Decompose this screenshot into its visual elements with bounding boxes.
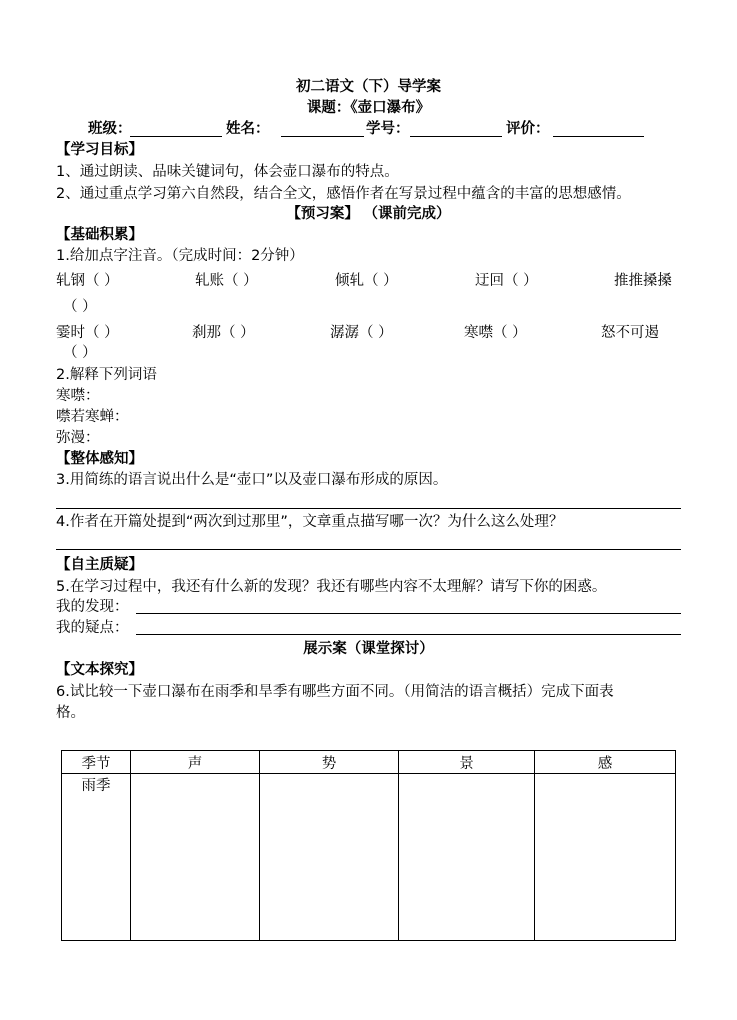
pinyin-item: 推推搡搡 bbox=[614, 273, 672, 289]
discovery-field[interactable] bbox=[136, 613, 681, 614]
question-5: 5.在学习过程中，我还有什么新的发现？我还有哪些内容不太理解？请写下你的困惑。 bbox=[56, 579, 607, 595]
overall-heading: 【整体感知】 bbox=[56, 451, 143, 467]
comparison-table bbox=[61, 750, 676, 941]
table-cell[interactable] bbox=[399, 774, 535, 941]
pinyin-item-cont: （ ） bbox=[63, 299, 97, 315]
class-field[interactable] bbox=[130, 136, 222, 137]
table-row bbox=[62, 774, 676, 941]
objective-item: 2、通过重点学习第六自然段，结合全文，感悟作者在写景过程中蕴含的丰富的思想感情。 bbox=[56, 186, 631, 202]
display-heading: 展示案（课堂探讨） bbox=[303, 641, 434, 657]
pinyin-item: 轧钢（ ） bbox=[56, 273, 119, 289]
eval-field[interactable] bbox=[553, 136, 644, 137]
class-label: 班级： bbox=[88, 121, 132, 137]
table-header-momentum: 势 bbox=[260, 751, 399, 774]
pinyin-item: 迂回（ ） bbox=[475, 273, 538, 289]
preview-heading-line bbox=[0, 205, 737, 223]
term-item: 噤若寒蝉： bbox=[56, 409, 129, 425]
question-4: 4.作者在开篇处提到“两次到过那里”，文章重点描写哪一次？为什么这么处理？ bbox=[56, 514, 564, 530]
basics-heading: 【基础积累】 bbox=[56, 227, 143, 243]
table-cell[interactable] bbox=[131, 774, 260, 941]
answer-line[interactable] bbox=[56, 508, 681, 509]
term-item: 寒噤： bbox=[56, 388, 100, 404]
pinyin-item: 轧账（ ） bbox=[195, 273, 258, 289]
question-6: 6.试比较一下壶口瀑布在雨季和旱季有哪些方面不同。（用简洁的语言概括）完成下面表 bbox=[56, 684, 614, 700]
table-header-season: 季节 bbox=[62, 751, 131, 774]
pinyin-item: 潺潺（ ） bbox=[330, 325, 393, 341]
lesson-topic: 课题：《壶口瀑布》 bbox=[306, 100, 431, 116]
preview-heading: 【预习案】 bbox=[286, 206, 359, 222]
table-header-feeling: 感 bbox=[535, 751, 676, 774]
pinyin-item: 刹那（ ） bbox=[192, 325, 255, 341]
table-cell[interactable] bbox=[260, 774, 399, 941]
number-field[interactable] bbox=[410, 136, 502, 137]
question-3: 3.用简练的语言说出什么是“壶口”以及壶口瀑布形成的原因。 bbox=[56, 472, 448, 488]
table-header-sound: 声 bbox=[131, 751, 260, 774]
pinyin-item: 倾轧（ ） bbox=[335, 273, 398, 289]
preview-note: （课前完成） bbox=[363, 206, 451, 222]
question-6-cont: 格。 bbox=[56, 705, 85, 721]
term-item: 弥漫： bbox=[56, 430, 100, 446]
doubt-label: 我的疑点： bbox=[56, 620, 129, 636]
table-cell[interactable] bbox=[535, 774, 676, 941]
pinyin-item: 霎时（ ） bbox=[56, 325, 119, 341]
question-2: 2.解释下列词语 bbox=[56, 367, 157, 383]
number-label: 学号： bbox=[366, 121, 410, 137]
table-header-row bbox=[62, 751, 676, 774]
question-1: 1.给加点字注音。（完成时间：2分钟） bbox=[56, 248, 304, 264]
table-header-scenery: 景 bbox=[399, 751, 535, 774]
objectives-heading: 【学习目标】 bbox=[56, 142, 143, 158]
page-title: 初二语文（下）导学案 bbox=[296, 79, 441, 95]
objective-item: 1、通过朗读、品味关键词句，体会壶口瀑布的特点。 bbox=[56, 164, 399, 180]
table-row-label: 雨季 bbox=[62, 774, 131, 941]
pinyin-item: 怒不可遏 bbox=[601, 325, 659, 341]
pinyin-item-cont: （ ） bbox=[63, 345, 97, 361]
eval-label: 评价： bbox=[506, 121, 550, 137]
answer-line[interactable] bbox=[56, 549, 681, 550]
name-field[interactable] bbox=[281, 136, 364, 137]
name-label: 姓名： bbox=[226, 121, 270, 137]
self-question-heading: 【自主质疑】 bbox=[56, 557, 143, 573]
doubt-field[interactable] bbox=[136, 634, 681, 635]
discovery-label: 我的发现： bbox=[56, 599, 129, 615]
text-explore-heading: 【文本探究】 bbox=[56, 662, 143, 678]
pinyin-item: 寒噤（ ） bbox=[464, 325, 527, 341]
